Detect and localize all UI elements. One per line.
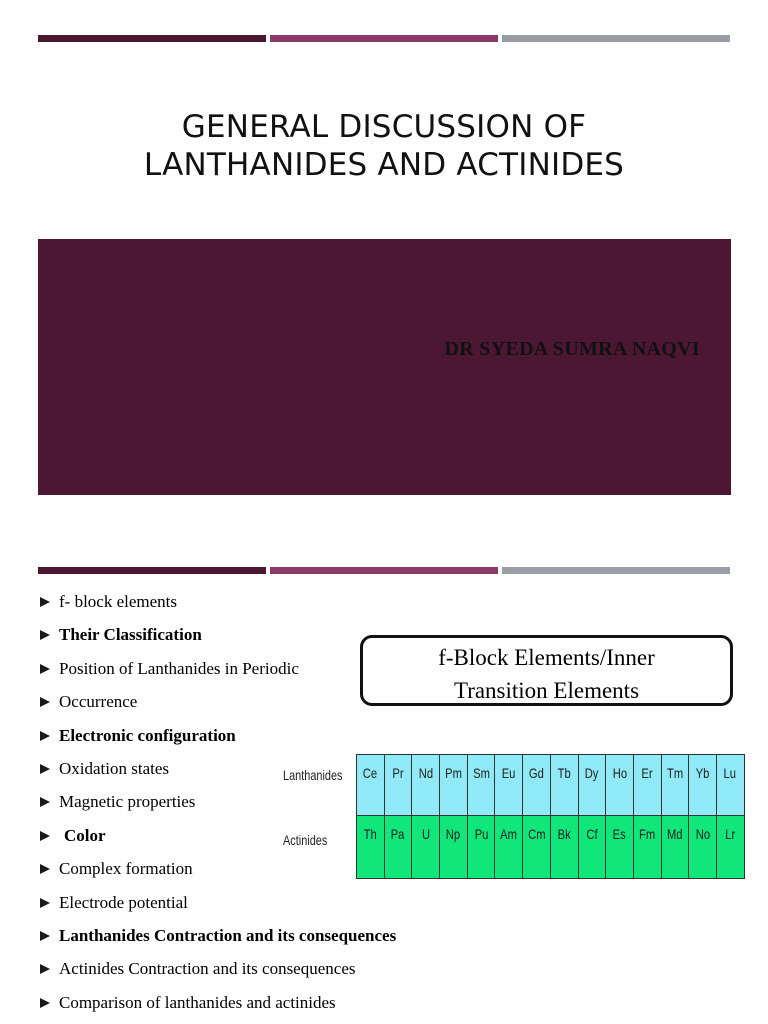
list-item: Position of Lanthanides in Periodic — [40, 657, 460, 690]
arrow-bullet-icon — [40, 597, 50, 607]
element-cell: Pa — [384, 816, 412, 879]
arrow-bullet-icon — [40, 831, 50, 841]
list-item: Magnetic properties — [40, 790, 460, 823]
arrow-bullet-icon — [40, 697, 50, 707]
list-item: Lanthanides Contraction and its consequences — [40, 924, 460, 957]
element-cell: U — [412, 816, 440, 879]
element-cell: Eu — [495, 755, 523, 816]
element-cell: Ho — [606, 755, 634, 816]
arrow-bullet-icon — [40, 898, 50, 908]
element-cell: Ce — [357, 755, 385, 816]
actinides-row-label: Actinides — [283, 832, 328, 848]
element-cell: Th — [357, 816, 385, 879]
element-cell: Pm — [440, 755, 468, 816]
f-block-heading-line-2: Transition Elements — [453, 678, 640, 703]
accent-stripe-gray — [502, 567, 730, 574]
accent-stripe-dark — [38, 35, 266, 42]
element-cell: Nd — [412, 755, 440, 816]
list-item: Comparison of lanthanides and actinides — [40, 991, 460, 1024]
arrow-bullet-icon — [40, 797, 50, 807]
arrow-bullet-icon — [40, 864, 50, 874]
list-item: Electronic configuration — [40, 724, 460, 757]
arrow-bullet-icon — [40, 998, 50, 1008]
element-cell: Bk — [550, 816, 578, 879]
element-cell: Er — [633, 755, 661, 816]
element-cell: Pu — [467, 816, 495, 879]
accent-stripe-gray — [502, 35, 730, 42]
title-banner — [38, 239, 731, 495]
element-cell: Yb — [689, 755, 717, 816]
accent-stripe-mid — [270, 35, 498, 42]
element-cell: Lu — [716, 755, 744, 816]
element-cell: Cm — [523, 816, 551, 879]
arrow-bullet-icon — [40, 630, 50, 640]
actinides-row — [357, 816, 745, 879]
element-cell: Fm — [633, 816, 661, 879]
f-block-heading-line-1: f-Block Elements/Inner — [438, 645, 655, 670]
accent-stripe-mid — [270, 567, 498, 574]
arrow-bullet-icon — [40, 931, 50, 941]
list-item: f- block elements — [40, 590, 460, 623]
arrow-bullet-icon — [40, 731, 50, 741]
element-cell: Am — [495, 816, 523, 879]
slide-title — [0, 108, 768, 184]
element-cell: Tm — [661, 755, 689, 816]
arrow-bullet-icon — [40, 664, 50, 674]
element-cell: Cf — [578, 816, 606, 879]
list-item: Their Classification — [40, 623, 460, 656]
author-name: DR SYEDA SUMRA NAQVI — [444, 338, 700, 360]
list-item: Oxidation states — [40, 757, 460, 790]
f-block-heading-box — [360, 635, 733, 706]
element-cell: Lr — [716, 816, 744, 879]
element-cell: Gd — [523, 755, 551, 816]
element-cell: Np — [440, 816, 468, 879]
list-item: Electrode potential — [40, 891, 460, 924]
list-item: Color — [40, 824, 460, 857]
arrow-bullet-icon — [40, 964, 50, 974]
list-item: Actinides Contraction and its consequences — [40, 957, 460, 990]
accent-stripe-dark — [38, 567, 266, 574]
list-item: Complex formation — [40, 857, 460, 890]
element-cell: Md — [661, 816, 689, 879]
element-cell: Sm — [467, 755, 495, 816]
element-cell: Dy — [578, 755, 606, 816]
element-cell: Pr — [384, 755, 412, 816]
arrow-bullet-icon — [40, 764, 50, 774]
lanthanides-row-label: Lanthanides — [283, 767, 343, 783]
list-item: Occurrence — [40, 690, 460, 723]
element-cell: Es — [606, 816, 634, 879]
slide-title-line-1: GENERAL DISCUSSION OF — [181, 109, 587, 145]
element-cell: Tb — [550, 755, 578, 816]
element-cell: No — [689, 816, 717, 879]
slide-title-line-2: LANTHANIDES AND ACTINIDES — [143, 147, 625, 183]
f-block-element-table — [356, 754, 745, 879]
lanthanides-row — [357, 755, 745, 816]
